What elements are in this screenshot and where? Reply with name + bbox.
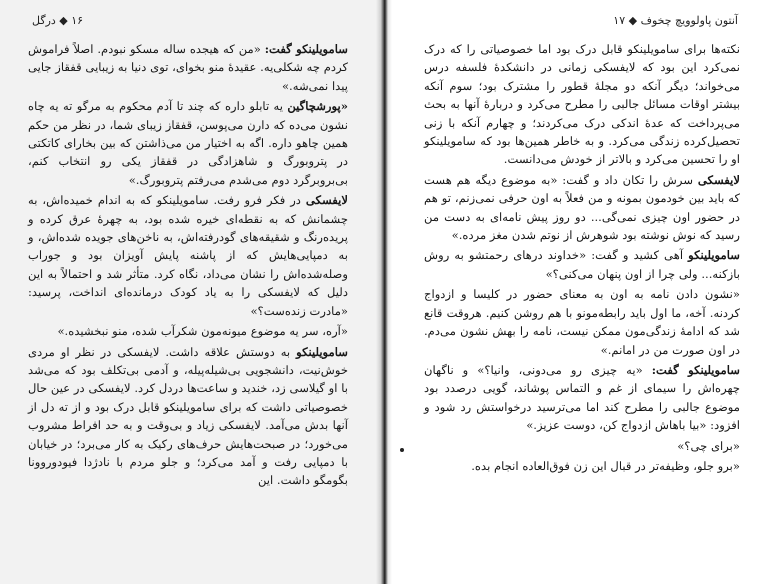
left-page-header: ۱۶ ◆ درگل — [32, 14, 84, 27]
paragraph — [424, 246, 740, 283]
paragraph — [28, 343, 348, 490]
speaker-name: سامویلینکو — [296, 344, 348, 359]
paragraph-text: «برای چی؟» — [677, 438, 740, 453]
left-page — [0, 0, 376, 584]
scan-speck — [400, 448, 404, 452]
paragraph-text: آهی کشید و گفت: «خداوند درهای رحمتشو به روش بازکنه... ولی چرا از اون پنهان می‌کنی؟» — [424, 248, 740, 281]
paragraph — [28, 322, 348, 340]
paragraph-text: سرش را تکان داد و گفت: «به موضوع دیگه هم هست که باید بین خودمون بمونه و من فعلاً به اون حرفی نمی‌زنم، تو هم در حضور اون چیزی نمی‌گی... دو روز پیش نامه‌ای به دست من رسید که نوش نوشته بود شوهرش از نوتم شدن مغز مرده.» — [424, 172, 740, 243]
speaker-name: سامویلینکو — [688, 248, 740, 263]
paragraph — [28, 40, 348, 95]
right-page-header: آنتون پاولوویچ چخوف ◆ ۱۷ — [613, 14, 738, 27]
paragraph — [28, 191, 348, 320]
paragraph-text: «من که هیجده ساله مسکو نبودم. اصلاً فراموش کردم چه شکلی‌یه. عقیدهٔ منو بخوای، توی دنیا به زیبایی قفقاز جایی پیدا نمی‌شه.» — [28, 42, 348, 93]
paragraph — [424, 40, 740, 169]
paragraph-text: «آره، سر یه موضوع میونه‌مون شکرآب شده، منو نبخشیده.» — [57, 324, 348, 339]
speaker-name: لایفسکی — [697, 172, 740, 187]
paragraph-text: «یه چیزی رو می‌دونی، وانیا؟» و ناگهان چهره‌اش را سیمای از غم و التماس پوشاند، گویی درصدد بود موضوع جالبی را مطرح کند اما می‌ترسید درخواستش رد شود و افزود: «بیا باهاش ازدواج کن، دوست عزیز.» — [424, 362, 740, 433]
paragraph-text: یه تابلو داره که چند تا آدم محکوم به مرگو ته یه چاه نشون می‌ده که دارن می‌پوسن، قفقاز زیبای شما، در نظر من حکم همین چاهو داره. اگه به اختیار من می‌ذاشتن که بین بخارای کاتکتی در پتروبورگ و شاهزادگی در قفقاز یکی رو انتخاب کنم، بی‌بروبرگرد دوم می‌شدم می‌رفتم پتروبورگ.» — [28, 99, 348, 187]
paragraph-text: نکته‌ها برای سامویلینکو قابل درک بود اما خصوصیاتی را که درک نمی‌کرد این بود که لایفسکی زمانی در دانشکدهٔ فلسفه درس می‌خواند؛ دیگر آنکه دو مجلهٔ قطور را مشترک بود؛ سوم آنکه بیشتر اوقات مسائل جالبی را مطرح می‌کرد و دربارهٔ آنها به بحث می‌پرداخت که عدهٔ اندکی درک می‌کردند؛ و چهارم آنکه با زنی تحصیل‌کرده زندگی می‌کرد. و به خاطر همین‌ها بود که سامویلینکو او را تحسین می‌کرد و بالاتر از خودش می‌دانست. — [424, 42, 740, 167]
right-page-body — [424, 40, 740, 477]
speaker-name: سامویلینکو گفت: — [264, 42, 348, 56]
paragraph-text: «نشون دادن نامه به اون به معنای حضور در کلیسا و ازدواج کردنه. آخه، ما اول باید رابطه‌مونو با هم روشن کنیم. هروقت قانع شد که ادامهٔ زندگی‌مون ممکن نیست، نامه را بهش نشون می‌دم. در اون صورت من در امانم.» — [424, 287, 740, 357]
paragraph — [424, 361, 740, 435]
paragraph — [28, 97, 348, 189]
speaker-name: سامویلینکو گفت: — [651, 362, 740, 377]
paragraph-text: «برو جلو، وظیفه‌تر در قبال این زن فوق‌العاده انجام بده. — [471, 458, 740, 473]
paragraph — [424, 437, 740, 455]
paragraph — [424, 457, 740, 475]
speaker-name: لایفسکی — [305, 193, 348, 208]
book-gutter — [376, 0, 392, 584]
left-page-body — [28, 40, 348, 492]
paragraph — [424, 285, 740, 359]
paragraph — [424, 171, 740, 245]
speaker-name: «پورشچاگین — [287, 99, 348, 114]
paragraph-text: به دوستش علاقه داشت. لایفسکی در نظر او مردی خوش‌نیت، دانشجویی بی‌شیله‌پیله، و آدمی بی‌تکلف بود که می‌شد با او گیلاسی زد، خندید و ساعت‌ها دردل کرد. لایفسکی در عین حال خصوصیاتی داشت که برای سامویلینکو قابل درک بود و از ته دل از آنها بدش می‌آمد. لایفسکی زیاد و بی‌وقت و به حد افراط مشروب می‌خورد؛ در صبحت‌هایش حرف‌های رکیک به کار می‌برد؛ در خیابان با دمپایی رفت و آمد می‌کرد؛ و جلو مردم با نادژدا فیودوروونا بگومگو داشت. این — [28, 344, 348, 488]
right-page — [392, 0, 768, 584]
paragraph-text: در فکر فرو رفت. سامویلینکو که به اندام خمیده‌اش، به چشمانش که به نقطه‌ای خیره شده بود، به چهرهٔ عرق کرده و پریده‌رنگ و شقیقه‌های گودرفته‌اش، به ناخن‌های جویده شده‌اش، و به دمپایی‌هایش که از پاشنه پایش آویزان بود و جوراب وصله‌شده‌اش را نشان می‌داد، نگاه کرد. متأثر شد و احتمالاً به این دلیل که لایفسکی را به یاد کودک درمانده‌ای انداخت، پرسید: «مادرت زنده‌ست؟» — [28, 193, 348, 318]
